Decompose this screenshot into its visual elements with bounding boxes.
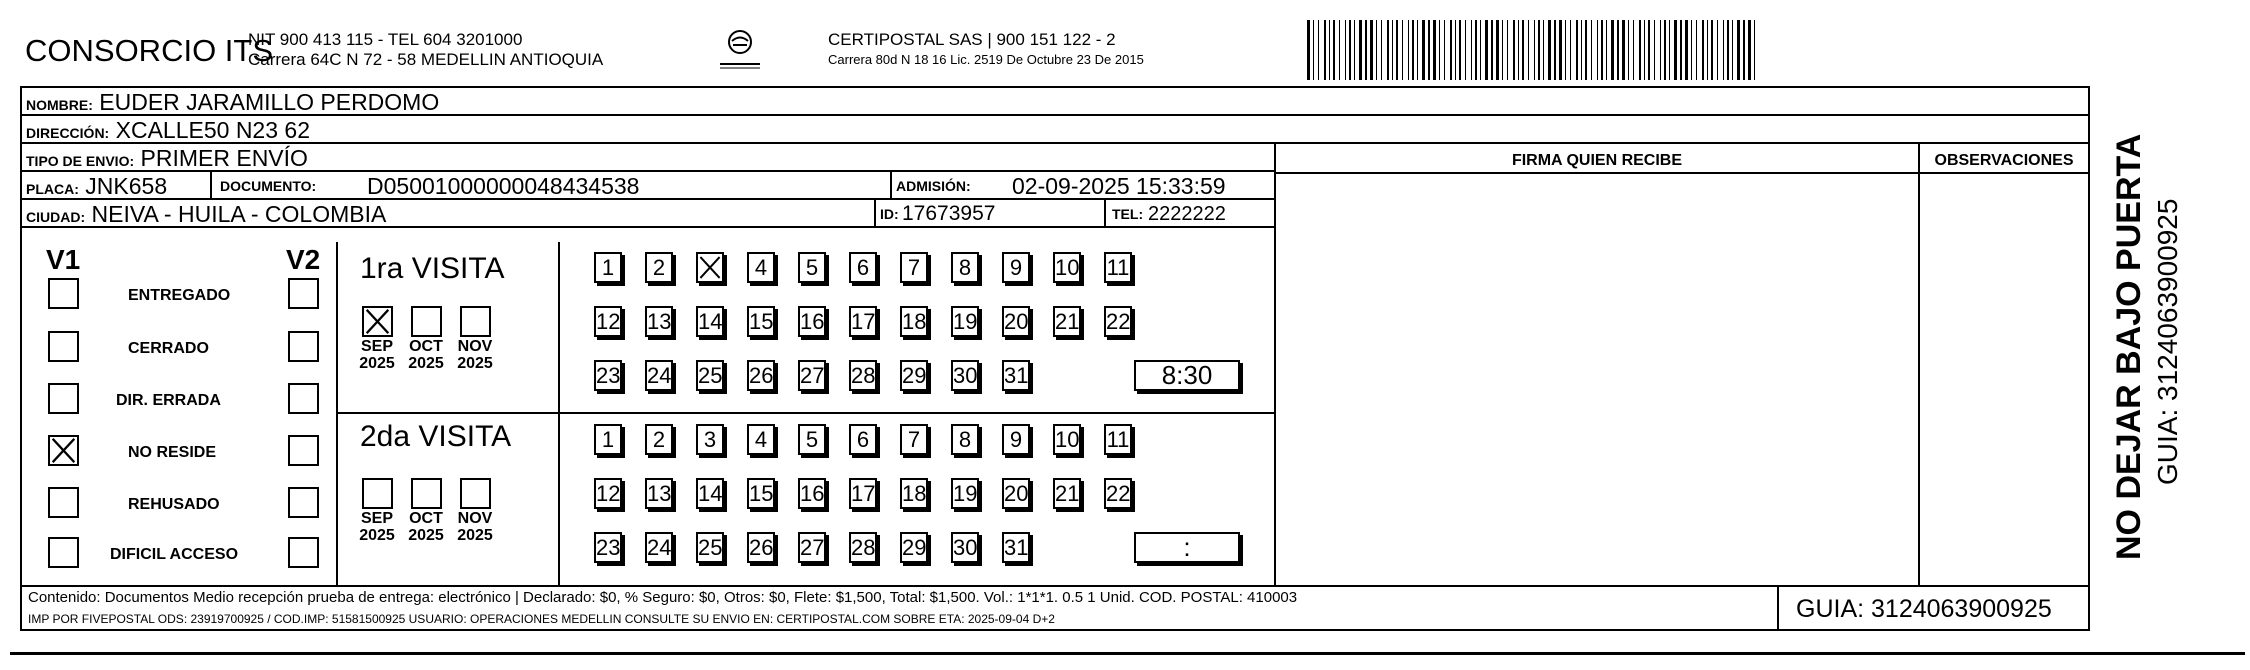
day-box[interactable]: 17 bbox=[849, 478, 877, 509]
month-checkbox[interactable] bbox=[411, 306, 442, 337]
day-box[interactable]: 25 bbox=[696, 360, 724, 391]
company-name: CONSORCIO ITS bbox=[25, 33, 274, 68]
day-box[interactable]: 25 bbox=[696, 532, 724, 563]
status-v2-checkbox[interactable] bbox=[288, 435, 319, 466]
id-value: 17673957 bbox=[902, 202, 996, 225]
day-box[interactable]: 28 bbox=[849, 360, 877, 391]
status-v2-checkbox[interactable] bbox=[288, 331, 319, 362]
type-row bbox=[22, 144, 1274, 172]
month-label: OCT 2025 bbox=[408, 338, 444, 372]
day-box[interactable]: 13 bbox=[645, 478, 673, 509]
observations-area[interactable] bbox=[1922, 176, 2084, 581]
day-box[interactable]: 18 bbox=[900, 306, 928, 337]
day-box[interactable]: 30 bbox=[951, 532, 979, 563]
day-box[interactable]: 24 bbox=[645, 532, 673, 563]
day-box[interactable]: 14 bbox=[696, 478, 724, 509]
company-nit: NIT 900 413 115 - TEL 604 3201000 bbox=[248, 30, 523, 49]
city-row bbox=[22, 200, 1274, 228]
day-box[interactable]: 8 bbox=[951, 252, 979, 283]
status-label: CERRADO bbox=[128, 340, 209, 357]
day-box[interactable]: 19 bbox=[951, 306, 979, 337]
recipient-name: EUDER JARAMILLO PERDOMO bbox=[99, 89, 440, 115]
certipostal-logo bbox=[712, 28, 768, 72]
day-box[interactable]: 7 bbox=[900, 424, 928, 455]
month-checkbox[interactable] bbox=[411, 478, 442, 509]
day-box[interactable] bbox=[696, 252, 724, 283]
admission-value: 02-09-2025 15:33:59 bbox=[1012, 173, 1226, 199]
day-box[interactable]: 21 bbox=[1053, 478, 1081, 509]
month-label: NOV 2025 bbox=[457, 510, 493, 544]
carrier-license: Carrera 80d N 18 16 Lic. 2519 De Octubre 23 De 2015 bbox=[828, 52, 1144, 67]
status-v1-checkbox[interactable] bbox=[48, 487, 79, 518]
recipient-address: XCALLE50 N23 62 bbox=[115, 117, 310, 143]
day-box[interactable]: 6 bbox=[849, 252, 877, 283]
day-box[interactable]: 10 bbox=[1053, 252, 1081, 283]
day-box[interactable]: 13 bbox=[645, 306, 673, 337]
day-box[interactable]: 5 bbox=[798, 252, 826, 283]
signature-area[interactable] bbox=[1280, 176, 1914, 581]
day-box[interactable]: 16 bbox=[798, 478, 826, 509]
day-box[interactable]: 30 bbox=[951, 360, 979, 391]
city-label: CIUDAD: bbox=[26, 209, 86, 225]
barcode bbox=[1307, 20, 1757, 80]
day-box[interactable]: 23 bbox=[594, 532, 622, 563]
day-box[interactable]: 24 bbox=[645, 360, 673, 391]
plate-label: PLACA: bbox=[26, 181, 79, 197]
month-label: OCT 2025 bbox=[408, 510, 444, 544]
day-box[interactable]: 22 bbox=[1104, 478, 1132, 509]
company-address: Carrera 64C N 72 - 58 MEDELLIN ANTIOQUIA bbox=[248, 50, 604, 69]
city-value: NEIVA - HUILA - COLOMBIA bbox=[91, 201, 387, 227]
status-label: ENTREGADO bbox=[128, 287, 231, 304]
status-v1-checkbox[interactable] bbox=[48, 537, 79, 568]
day-box[interactable]: 10 bbox=[1053, 424, 1081, 455]
day-box[interactable]: 26 bbox=[747, 360, 775, 391]
day-box[interactable]: 27 bbox=[798, 532, 826, 563]
side-warning: NO DEJAR BAJO PUERTA bbox=[2110, 133, 2148, 560]
day-box[interactable]: 1 bbox=[594, 252, 622, 283]
month-label: SEP 2025 bbox=[359, 510, 395, 544]
id-label: ID: bbox=[880, 206, 899, 222]
day-box[interactable]: 9 bbox=[1002, 424, 1030, 455]
name-row bbox=[22, 88, 2088, 116]
signature-label: FIRMA QUIEN RECIBE bbox=[1511, 152, 1683, 169]
day-box[interactable]: 7 bbox=[900, 252, 928, 283]
status-v1-checkbox[interactable] bbox=[48, 278, 79, 309]
day-box[interactable]: 31 bbox=[1002, 532, 1030, 563]
plate-row bbox=[22, 172, 1274, 200]
month-label: SEP 2025 bbox=[359, 338, 395, 372]
admission-label: ADMISIÓN: bbox=[896, 178, 971, 194]
time-field[interactable]: 8:30 bbox=[1134, 360, 1240, 391]
visit2-title: 2da VISITA bbox=[360, 420, 512, 453]
day-box[interactable]: 29 bbox=[900, 360, 928, 391]
day-box[interactable]: 1 bbox=[594, 424, 622, 455]
day-box[interactable]: 22 bbox=[1104, 306, 1132, 337]
day-box[interactable]: 15 bbox=[747, 478, 775, 509]
day-box[interactable]: 2 bbox=[645, 252, 673, 283]
tel-label: TEL: bbox=[1112, 206, 1144, 222]
plate-value: JNK658 bbox=[85, 173, 168, 199]
day-box[interactable]: 31 bbox=[1002, 360, 1030, 391]
month-checkbox[interactable] bbox=[362, 306, 393, 337]
day-box[interactable]: 28 bbox=[849, 532, 877, 563]
observations-label: OBSERVACIONES bbox=[1934, 152, 2074, 169]
day-box[interactable]: 3 bbox=[696, 424, 724, 455]
month-checkbox[interactable] bbox=[362, 478, 393, 509]
day-box[interactable]: 12 bbox=[594, 306, 622, 337]
status-v2-checkbox[interactable] bbox=[288, 278, 319, 309]
status-v2-checkbox[interactable] bbox=[288, 537, 319, 568]
day-box[interactable]: 2 bbox=[645, 424, 673, 455]
v2-label: V2 bbox=[286, 244, 321, 275]
carrier-info: CERTIPOSTAL SAS | 900 151 122 - 2 bbox=[828, 30, 1116, 49]
day-box[interactable]: 11 bbox=[1104, 252, 1132, 283]
day-box[interactable]: 23 bbox=[594, 360, 622, 391]
footer-print-info: IMP POR FIVEPOSTAL ODS: 23919700925 / COD.IMP: 51581500925 USUARIO: OPERACIONES MEDELLIN CONSULTE SU ENVIO EN: CERTIPOSTAL.COM SOBRE ETA: 2025-09-04 D+2 bbox=[28, 612, 1055, 626]
v1-label: V1 bbox=[46, 244, 81, 275]
day-box[interactable]: 12 bbox=[594, 478, 622, 509]
tel-value: 2222222 bbox=[1148, 203, 1226, 225]
day-box[interactable]: 4 bbox=[747, 252, 775, 283]
day-box[interactable]: 14 bbox=[696, 306, 724, 337]
month-checkbox[interactable] bbox=[460, 306, 491, 337]
day-box[interactable]: 11 bbox=[1104, 424, 1132, 455]
document-value: D05001000000048434538 bbox=[367, 173, 640, 199]
status-v2-checkbox[interactable] bbox=[288, 383, 319, 414]
day-box[interactable]: 6 bbox=[849, 424, 877, 455]
status-v1-checkbox[interactable] bbox=[48, 383, 79, 414]
status-label: DIFICIL ACCESO bbox=[110, 546, 239, 563]
status-label: REHUSADO bbox=[128, 496, 220, 513]
day-box[interactable]: 18 bbox=[900, 478, 928, 509]
day-box[interactable]: 19 bbox=[951, 478, 979, 509]
type-label: TIPO DE ENVIO: bbox=[26, 153, 135, 169]
name-label: NOMBRE: bbox=[26, 97, 93, 113]
day-box[interactable]: 20 bbox=[1002, 478, 1030, 509]
footer-content: Contenido: Documentos Medio recepción prueba de entrega: electrónico | Declarado: $0, % Seguro: $0, Otros: $0, Flete: $1,500, Total: $1,500. Vol.: 1*1*1. 0.5 1 Unid. COD. POSTAL: 410003 bbox=[28, 589, 1298, 606]
day-box[interactable]: 21 bbox=[1053, 306, 1081, 337]
status-label: NO RESIDE bbox=[128, 444, 217, 461]
day-box[interactable]: 4 bbox=[747, 424, 775, 455]
day-box[interactable]: 9 bbox=[1002, 252, 1030, 283]
address-label: DIRECCIÓN: bbox=[26, 125, 110, 141]
day-box[interactable]: 8 bbox=[951, 424, 979, 455]
day-box[interactable]: 17 bbox=[849, 306, 877, 337]
status-label: DIR. ERRADA bbox=[116, 392, 221, 409]
month-checkbox[interactable] bbox=[460, 478, 491, 509]
day-box[interactable]: 15 bbox=[747, 306, 775, 337]
address-row bbox=[22, 116, 2088, 144]
day-box[interactable]: 20 bbox=[1002, 306, 1030, 337]
month-label: NOV 2025 bbox=[457, 338, 493, 372]
shipment-type: PRIMER ENVÍO bbox=[140, 145, 308, 171]
time-field[interactable]: : bbox=[1134, 532, 1240, 563]
visit1-title: 1ra VISITA bbox=[360, 252, 505, 285]
day-box[interactable]: 26 bbox=[747, 532, 775, 563]
footer-guide-number: GUIA: 3124063900925 bbox=[1796, 595, 2052, 623]
document-label: DOCUMENTO: bbox=[220, 178, 317, 194]
side-guide-number: GUIA: 3124063900925 bbox=[2152, 198, 2183, 485]
status-v1-checkbox[interactable] bbox=[48, 331, 79, 362]
status-v1-checkbox[interactable] bbox=[48, 435, 79, 466]
day-box[interactable]: 29 bbox=[900, 532, 928, 563]
day-box[interactable]: 27 bbox=[798, 360, 826, 391]
day-box[interactable]: 5 bbox=[798, 424, 826, 455]
day-box[interactable]: 16 bbox=[798, 306, 826, 337]
status-v2-checkbox[interactable] bbox=[288, 487, 319, 518]
